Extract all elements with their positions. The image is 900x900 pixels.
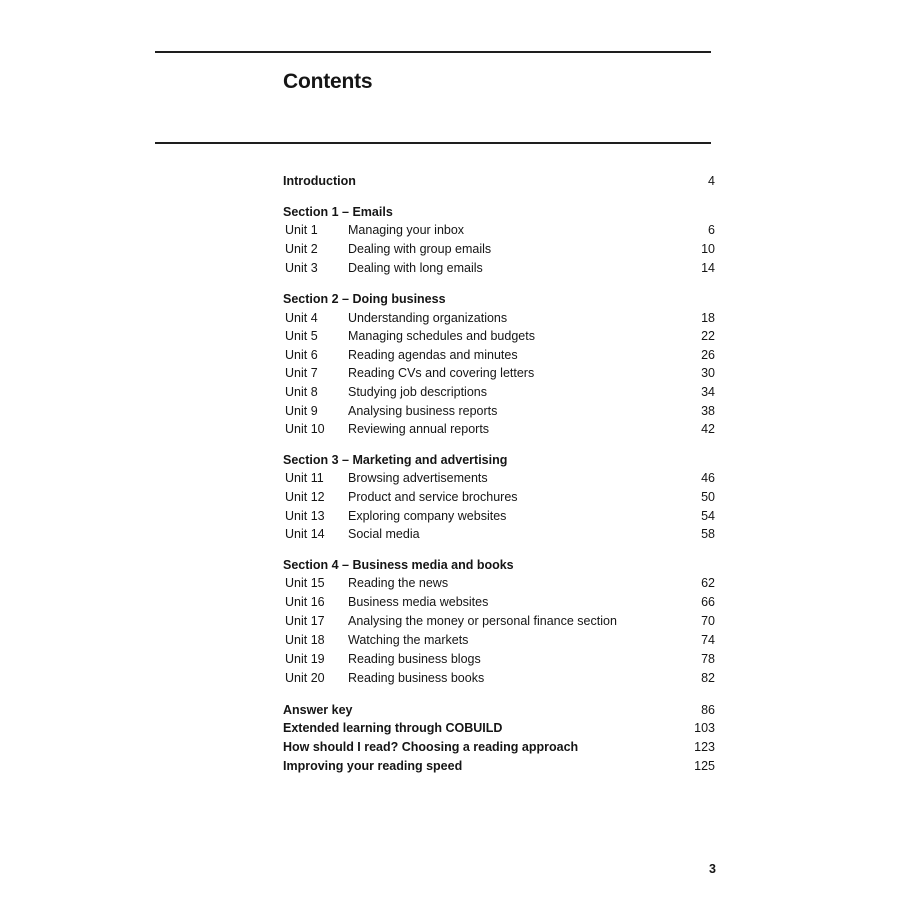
toc-entry-reading-speed: [283, 757, 715, 775]
toc-entry-extended-learning: [283, 719, 715, 737]
unit-row: [283, 383, 715, 401]
unit-title: Social media: [348, 527, 420, 541]
toc-page-number: 34: [701, 385, 715, 399]
section-title: Section 3 – Marketing and advertising: [283, 453, 508, 467]
unit-number: Unit 18: [285, 633, 325, 647]
unit-row: [283, 631, 715, 649]
toc-page-number: 82: [701, 671, 715, 685]
section-title: Section 2 – Doing business: [283, 292, 446, 306]
toc-page-number: 74: [701, 633, 715, 647]
toc-entry-introduction: [283, 172, 715, 190]
toc-page-number: 62: [701, 576, 715, 590]
top-divider: [155, 51, 711, 53]
unit-title: Reading the news: [348, 576, 449, 590]
toc-entry-answer-key: [283, 701, 715, 719]
unit-row: [283, 420, 715, 438]
toc-page-number: 30: [701, 366, 715, 380]
unit-number: Unit 5: [285, 329, 318, 343]
unit-title: Reviewing annual reports: [348, 422, 490, 436]
section-heading: [283, 451, 715, 469]
toc-page-number: 38: [701, 404, 715, 418]
unit-row: [283, 488, 715, 506]
unit-title: Studying job descriptions: [348, 385, 487, 399]
unit-row: [283, 574, 715, 592]
unit-number: Unit 6: [285, 348, 318, 362]
toc-page-number: 50: [701, 490, 715, 504]
unit-number: Unit 16: [285, 595, 325, 609]
toc-page-number: 4: [708, 174, 715, 188]
unit-title: Reading CVs and covering letters: [348, 366, 535, 380]
toc-page-number: 42: [701, 422, 715, 436]
unit-title: Managing schedules and budgets: [348, 329, 535, 343]
unit-row: [283, 593, 715, 611]
unit-number: Unit 13: [285, 509, 325, 523]
unit-row: [283, 402, 715, 420]
toc-page-number: 46: [701, 471, 715, 485]
toc-page-number: 6: [708, 223, 715, 237]
section-title: Section 4 – Business media and books: [283, 558, 514, 572]
unit-number: Unit 20: [285, 671, 325, 685]
unit-row: [283, 221, 715, 239]
toc-page-number: 78: [701, 652, 715, 666]
section-heading: [283, 290, 715, 308]
unit-number: Unit 17: [285, 614, 325, 628]
unit-row: [283, 309, 715, 327]
unit-number: Unit 4: [285, 311, 318, 325]
unit-row: [283, 259, 715, 277]
toc-page-number: 66: [701, 595, 715, 609]
page-title: Contents: [283, 70, 373, 93]
section-heading: [283, 556, 715, 574]
unit-number: Unit 10: [285, 422, 325, 436]
section-heading: [283, 203, 715, 221]
unit-title: Reading business blogs: [348, 652, 481, 666]
unit-row: [283, 346, 715, 364]
toc-page-number: 58: [701, 527, 715, 541]
unit-title: Business media websites: [348, 595, 489, 609]
unit-title: Reading agendas and minutes: [348, 348, 518, 362]
title-divider: [155, 142, 711, 144]
unit-row: [283, 669, 715, 687]
unit-row: [283, 612, 715, 630]
unit-title: Analysing the money or personal finance section: [348, 614, 617, 628]
unit-title: Browsing advertisements: [348, 471, 488, 485]
toc-page-number: 26: [701, 348, 715, 362]
unit-title: Managing your inbox: [348, 223, 465, 237]
unit-title: Dealing with long emails: [348, 261, 483, 275]
unit-number: Unit 19: [285, 652, 325, 666]
unit-number: Unit 11: [285, 471, 324, 485]
toc-page-number: 14: [701, 261, 715, 275]
unit-number: Unit 12: [285, 490, 325, 504]
unit-title: Watching the markets: [348, 633, 469, 647]
toc-entry-label: Extended learning through COBUILD: [283, 721, 503, 735]
toc-entry-label: How should I read? Choosing a reading approach: [283, 740, 579, 754]
unit-row: [283, 525, 715, 543]
unit-title: Exploring company websites: [348, 509, 507, 523]
unit-row: [283, 650, 715, 668]
toc-page-number: 70: [701, 614, 715, 628]
unit-row: [283, 327, 715, 345]
toc-page-number: 125: [694, 759, 715, 773]
toc-page-number: 10: [701, 242, 715, 256]
unit-number: Unit 15: [285, 576, 325, 590]
toc-entry-label: Answer key: [283, 703, 353, 717]
unit-title: Dealing with group emails: [348, 242, 492, 256]
toc-page-number: 86: [701, 703, 715, 717]
unit-title: Understanding organizations: [348, 311, 508, 325]
unit-row: [283, 364, 715, 382]
page-number: 3: [709, 862, 716, 876]
toc-entry-reading-approach: [283, 738, 715, 756]
toc-page-number: 22: [701, 329, 715, 343]
unit-title: Product and service brochures: [348, 490, 518, 504]
toc-entry-label: Improving your reading speed: [283, 759, 463, 773]
unit-row: [283, 240, 715, 258]
unit-number: Unit 7: [285, 366, 318, 380]
unit-number: Unit 14: [285, 527, 325, 541]
unit-row: [283, 507, 715, 525]
toc-page-number: 18: [701, 311, 715, 325]
unit-number: Unit 1: [285, 223, 318, 237]
section-title: Section 1 – Emails: [283, 205, 393, 219]
unit-number: Unit 9: [285, 404, 318, 418]
unit-title: Analysing business reports: [348, 404, 498, 418]
toc-entry-label: Introduction: [283, 174, 356, 188]
unit-title: Reading business books: [348, 671, 485, 685]
unit-number: Unit 2: [285, 242, 318, 256]
unit-number: Unit 8: [285, 385, 318, 399]
toc-page-number: 54: [701, 509, 715, 523]
toc-page-number: 103: [694, 721, 715, 735]
unit-number: Unit 3: [285, 261, 318, 275]
unit-row: [283, 469, 715, 487]
toc-page-number: 123: [694, 740, 715, 754]
